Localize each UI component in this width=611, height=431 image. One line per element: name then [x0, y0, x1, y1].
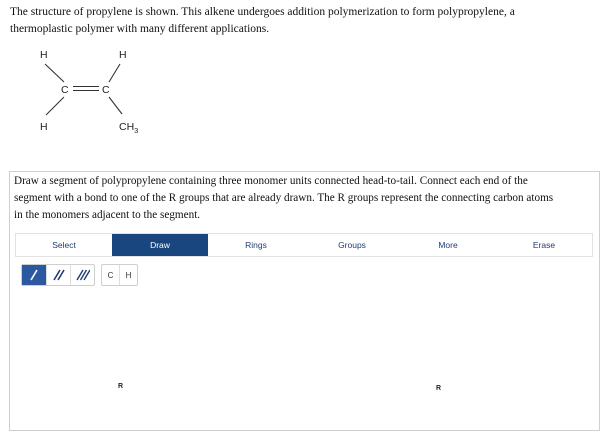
- editor-toolbar: [15, 233, 593, 257]
- bond-c-ch3: [109, 97, 122, 114]
- tab-more[interactable]: More: [438, 240, 458, 250]
- r-group-left[interactable]: R: [118, 383, 124, 390]
- atom-h-top-right: H: [119, 49, 127, 61]
- tab-draw[interactable]: Draw: [112, 234, 208, 256]
- intro-text: [10, 4, 605, 38]
- prompt-line: in the monomers adjacent to the segment.: [14, 209, 201, 221]
- group-ch3: $CH_3$: [119, 121, 139, 135]
- intro-line: thermoplastic polymer with many different applications.: [10, 23, 270, 35]
- carbon-atom-button[interactable]: C: [107, 270, 114, 280]
- atom-c-left: C: [61, 84, 69, 96]
- bond-tool-group: [21, 264, 95, 286]
- atom-tool-group: [101, 264, 138, 286]
- tab-groups[interactable]: Groups: [338, 240, 366, 250]
- question-prompt: [14, 173, 596, 224]
- bond-h-c-bottom-left: [46, 97, 64, 115]
- double-bond-icon: [52, 268, 66, 282]
- bond-h-c-top-right: [109, 64, 120, 82]
- atom-c-right: C: [102, 84, 110, 96]
- triple-bond-icon: [76, 268, 90, 282]
- triple-bond-button[interactable]: [70, 265, 94, 285]
- atom-h-bottom-left: H: [40, 121, 48, 133]
- single-bond-icon: [27, 268, 41, 282]
- tab-rings[interactable]: Rings: [245, 240, 267, 250]
- r-group-right[interactable]: R: [436, 385, 442, 392]
- bond-h-c-top-left: [45, 64, 64, 82]
- tab-erase[interactable]: Erase: [532, 240, 556, 250]
- single-bond-button[interactable]: [22, 265, 46, 285]
- double-bond-button[interactable]: [46, 265, 70, 285]
- atom-h-top-left: H: [40, 49, 48, 61]
- prompt-line: Draw a segment of polypropylene containing three monomer units connected head-to-tail. Connect each end of the: [14, 175, 528, 187]
- propylene-structure: [24, 44, 164, 140]
- hydrogen-atom-button[interactable]: H: [119, 265, 137, 285]
- intro-line: The structure of propylene is shown. This alkene undergoes addition polymerization to form polypropylene, a: [10, 6, 515, 18]
- draw-tools: [21, 264, 138, 286]
- prompt-line: segment with a bond to one of the R groups that are already drawn. The R groups represent the connecting carbon atoms: [14, 192, 554, 204]
- question-panel: [9, 171, 600, 431]
- tab-select[interactable]: Select: [52, 240, 76, 250]
